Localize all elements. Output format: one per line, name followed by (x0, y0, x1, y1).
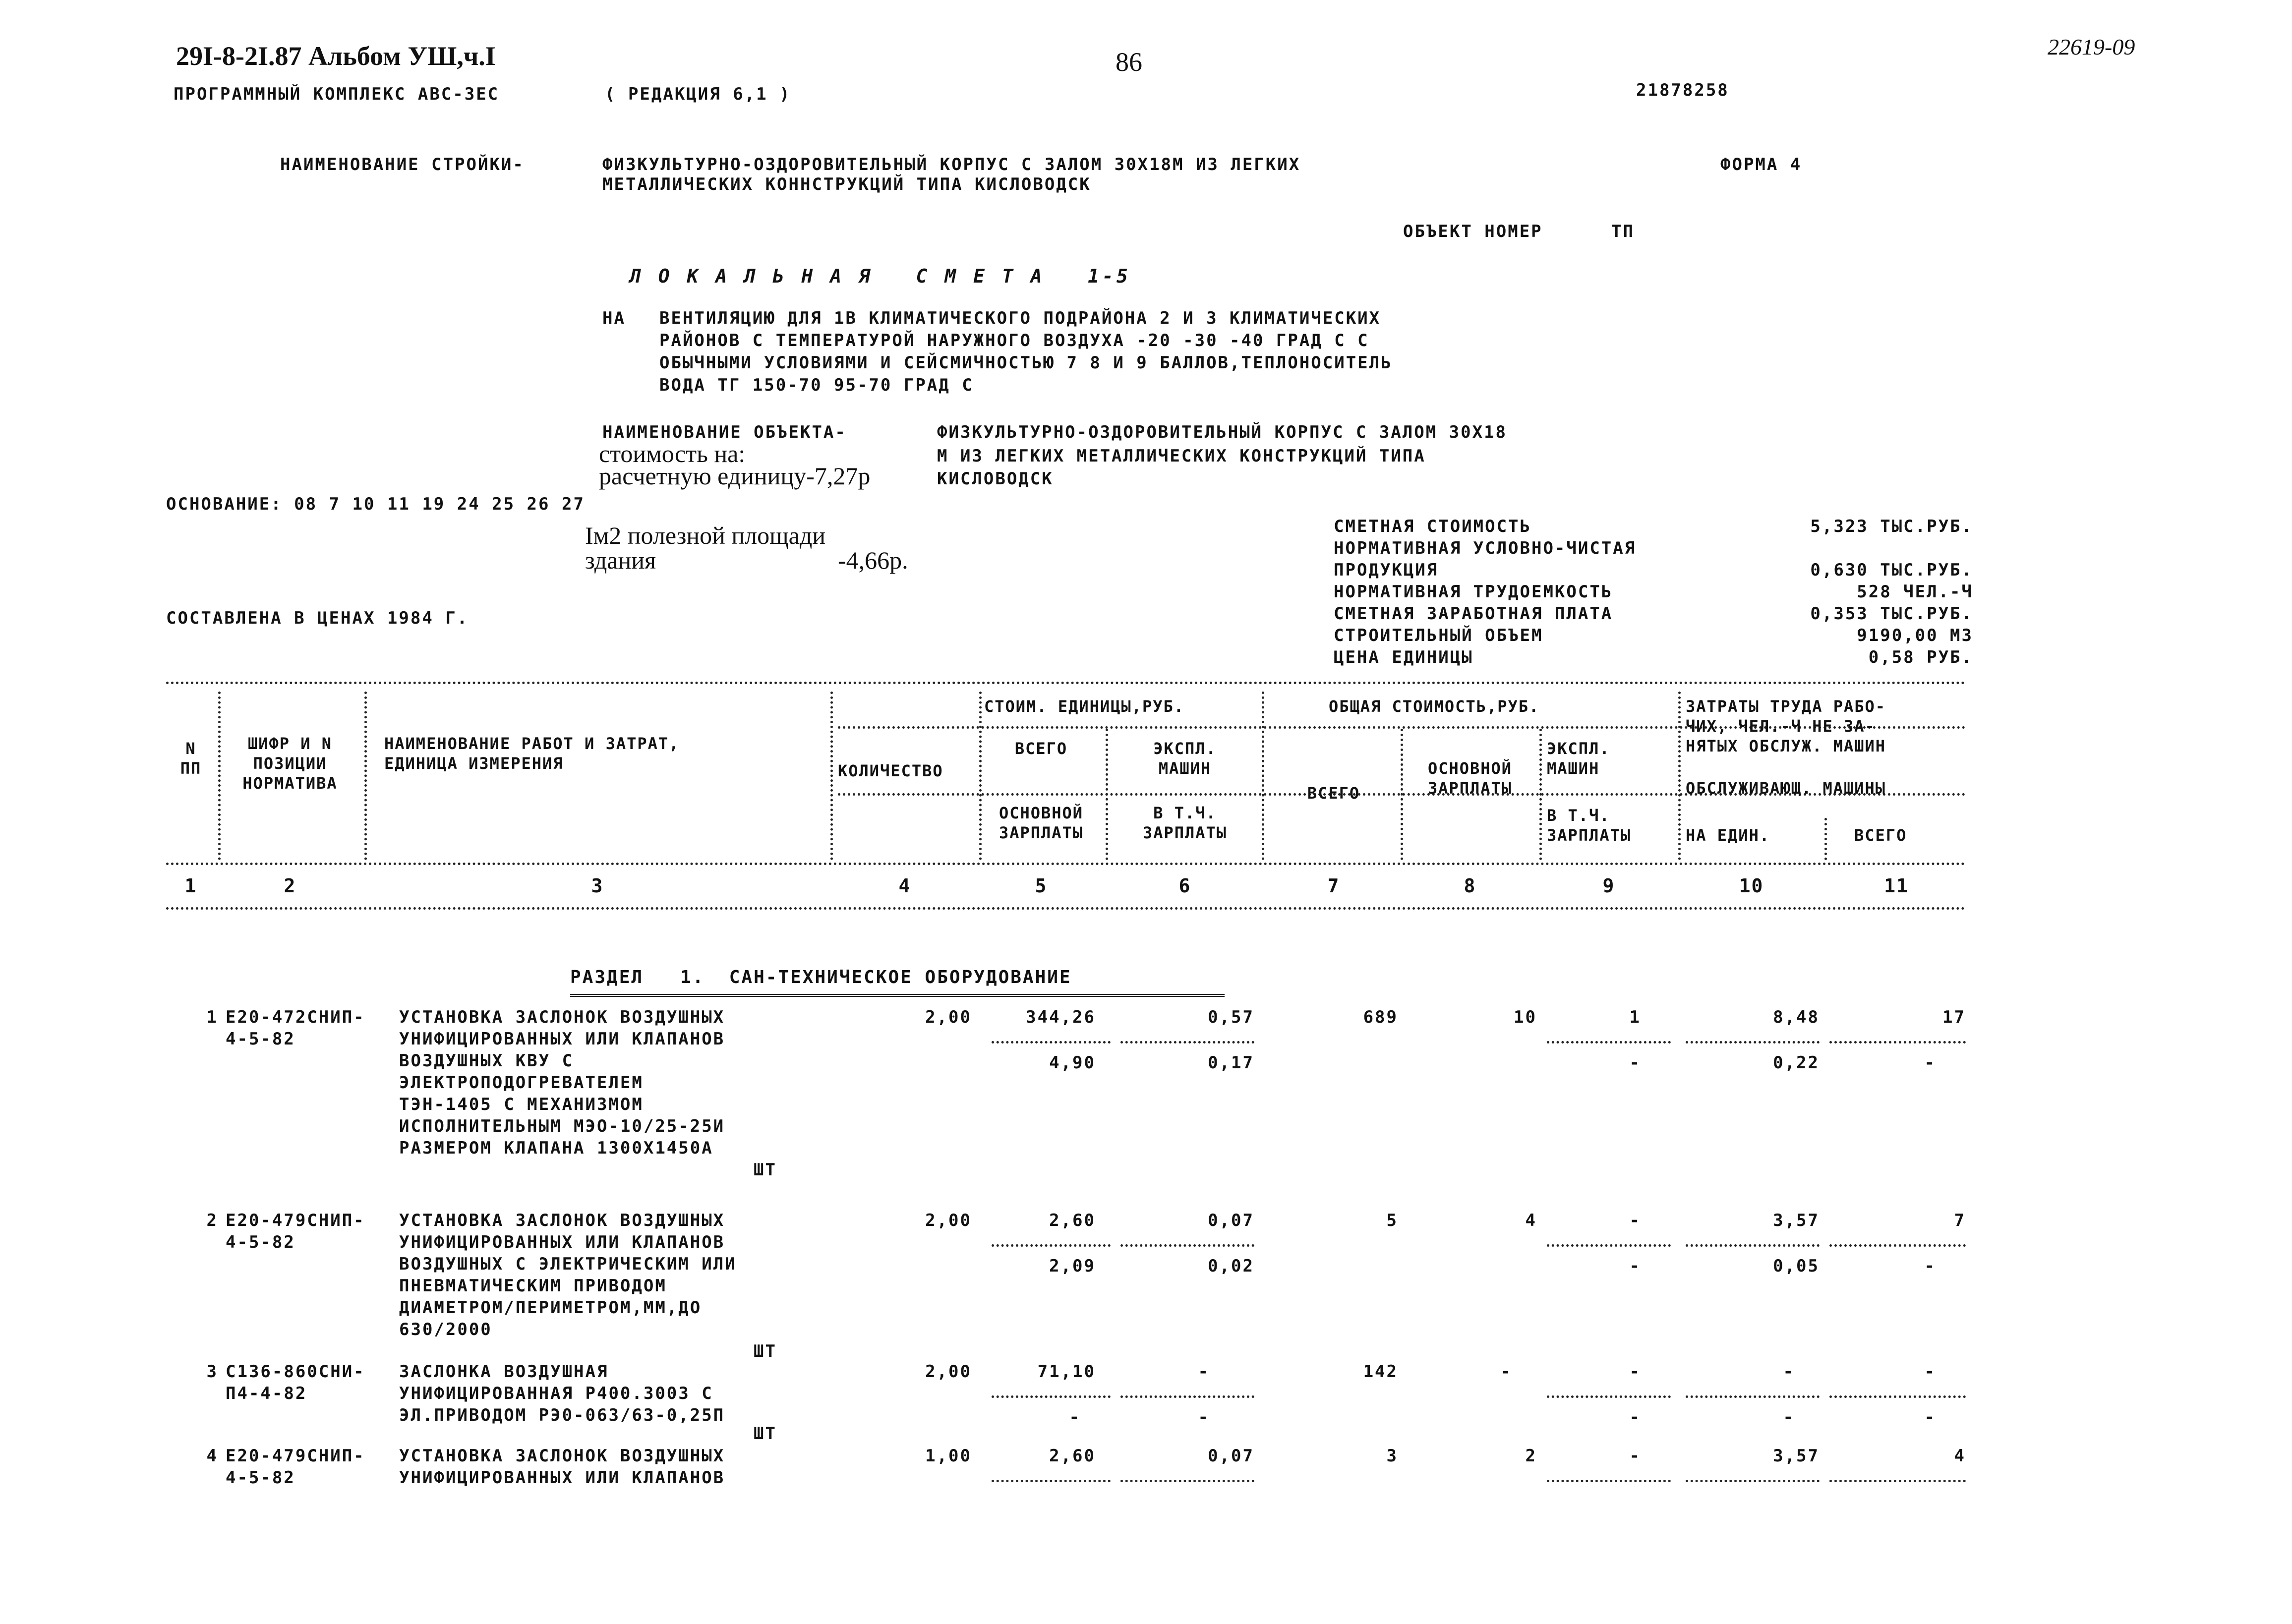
row-labor-unit-machines: - (1783, 1407, 1795, 1427)
summary-value: 5,323 ТЫС.РУБ. (1810, 517, 1973, 536)
object-number-value: ТП (1611, 222, 1635, 241)
subject-line-1: ВЕНТИЛЯЦИЮ ДЛЯ 1В КЛИМАТИЧЕСКОГО ПОДРАЙОНА 2 И 3 КЛИМАТИЧЕСКИХ (659, 308, 1381, 328)
row-description-first: УСТАНОВКА ЗАСЛОНОК ВОЗДУШНЫХ (399, 1211, 725, 1230)
object-name-line-3: КИСЛОВОДСК (937, 469, 1054, 489)
table-row (0, 1006, 2292, 1200)
subject-prefix: НА (602, 308, 626, 328)
col-header-9-top: ЭКСПЛ. МАШИН (1547, 739, 1610, 778)
row-description-first: УСТАНОВКА ЗАСЛОНОК ВОЗДУШНЫХ (399, 1446, 725, 1466)
cell-split-rule (1120, 1480, 1254, 1482)
row-unit-total: 2,60 (1049, 1446, 1096, 1466)
table-row (0, 1445, 2292, 1500)
row-unit-total: 71,10 (1037, 1362, 1096, 1382)
handwritten-area-line-2: здания (585, 546, 656, 574)
row-code-line-2: 4-5-82 (226, 1029, 295, 1049)
row-number: 2 (206, 1211, 218, 1230)
cell-split-rule (1120, 1244, 1254, 1247)
row-total-machine-wages: - (1629, 1256, 1641, 1276)
column-divider (1824, 818, 1827, 860)
object-name-line-1: ФИЗКУЛЬТУРНО-ОЗДОРОВИТЕЛЬНЫЙ КОРПУС С ЗАЛОМ 30Х18 (937, 422, 1508, 442)
summary-label: СТРОИТЕЛЬНЫЙ ОБЪЕМ (1334, 626, 1543, 645)
col-header-6-top: ЭКСПЛ. МАШИН (1153, 739, 1217, 778)
row-description: ИСПОЛНИТЕЛЬНЫМ МЭО-10/25-25И (399, 1116, 725, 1136)
row-labor-total: 17 (1942, 1007, 1966, 1027)
summary-value: 0,353 ТЫС.РУБ. (1810, 604, 1973, 624)
col-header-7: ВСЕГО (1307, 784, 1360, 803)
row-unit-total: 344,26 (1026, 1007, 1096, 1027)
table-row (0, 1210, 2292, 1368)
cell-split-rule (992, 1041, 1111, 1044)
row-labor-unit: 8,48 (1773, 1007, 1820, 1027)
row-description: 630/2000 (399, 1320, 492, 1339)
row-description: ТЭН-1405 С МЕХАНИЗМОМ (399, 1095, 644, 1114)
row-number: 1 (206, 1007, 218, 1027)
row-total-wages: 2 (1525, 1446, 1537, 1466)
column-number: 10 (1739, 875, 1764, 897)
row-unit-machine-wages: - (1198, 1407, 1210, 1427)
col-header-quantity: КОЛИЧЕСТВО (838, 761, 943, 780)
table-top-rule (166, 682, 1966, 684)
summary-label: НОРМАТИВНАЯ ТРУДОЕМКОСТЬ (1334, 582, 1613, 602)
column-divider (979, 692, 982, 860)
row-quantity: 2,00 (925, 1211, 972, 1230)
page-number: 86 (1116, 47, 1142, 77)
row-unit-machines: - (1198, 1362, 1210, 1382)
row-code-line-1: Е20-479СНИП- (226, 1211, 365, 1230)
row-description: ВОЗДУШНЫХ КВУ С (399, 1051, 574, 1071)
row-total-wages: 10 (1514, 1007, 1537, 1027)
row-labor-total: - (1924, 1362, 1936, 1382)
cell-split-rule (1686, 1244, 1820, 1247)
cell-split-rule (1829, 1395, 1966, 1398)
col-header-5-top: ВСЕГО (1014, 739, 1068, 758)
cell-split-rule (1547, 1395, 1671, 1398)
cell-split-rule (1686, 1041, 1820, 1044)
row-description-first: ЗАСЛОНКА ВОЗДУШНАЯ (399, 1362, 609, 1382)
row-description: РАЗМЕРОМ КЛАПАНА 1300Х1450А (399, 1138, 713, 1158)
summary-value: 0,58 РУБ. (1868, 647, 1973, 667)
column-divider (1106, 729, 1108, 860)
summary-label: ПРОДУКЦИЯ (1334, 560, 1439, 580)
estimate-title: Л О К А Л Ь Н А Я С М Е Т А 1-5 (630, 265, 1131, 287)
object-name-line-2: М ИЗ ЛЕГКИХ МЕТАЛЛИЧЕСКИХ КОНСТРУКЦИЙ ТИПА (937, 446, 1426, 466)
form-label: ФОРМА 4 (1720, 155, 1802, 174)
col-header-n: N ПП (180, 739, 202, 778)
cell-split-rule (1829, 1480, 1966, 1482)
row-labor-unit: 3,57 (1773, 1446, 1820, 1466)
row-labor-total: 4 (1954, 1446, 1966, 1466)
table-row (0, 1361, 2292, 1444)
summary-value: 0,630 ТЫС.РУБ. (1810, 560, 1973, 580)
row-total-machines: - (1629, 1211, 1641, 1230)
col-header-description: НАИМЕНОВАНИЕ РАБОТ И ЗАТРАТ, ЕДИНИЦА ИЗМЕРЕНИЯ (384, 734, 680, 773)
summary-label: СМЕТНАЯ ЗАРАБОТНАЯ ПЛАТА (1334, 604, 1613, 624)
handwritten-area-value: -4,66р. (838, 546, 908, 574)
summary-label: СМЕТНАЯ СТОИМОСТЬ (1334, 517, 1531, 536)
row-unit-machine-wages: 0,02 (1208, 1256, 1254, 1276)
row-quantity: 2,00 (925, 1362, 972, 1382)
object-name-label: НАИМЕНОВАНИЕ ОБЪЕКТА- (602, 422, 847, 442)
row-quantity: 2,00 (925, 1007, 972, 1027)
row-code-line-2: 4-5-82 (226, 1232, 295, 1252)
row-code-line-1: Е20-472СНИП- (226, 1007, 365, 1027)
row-unit: ШТ (754, 1160, 777, 1180)
cell-split-rule (1547, 1480, 1671, 1482)
cell-split-rule (1120, 1041, 1254, 1044)
row-total-machine-wages: - (1629, 1053, 1641, 1073)
row-code-line-2: 4-5-82 (226, 1468, 295, 1488)
summary-block (1334, 516, 1973, 667)
row-unit-machines: 0,07 (1208, 1446, 1254, 1466)
prices-year: СОСТАВЛЕНА В ЦЕНАХ 1984 Г. (166, 608, 469, 628)
column-numbers-rule (166, 907, 1966, 910)
row-code-line-1: С136-860СНИ- (226, 1362, 365, 1382)
row-labor-total-machines: - (1924, 1256, 1936, 1276)
column-number: 11 (1884, 875, 1909, 897)
construction-line-1: ФИЗКУЛЬТУРНО-ОЗДОРОВИТЕЛЬНЫЙ КОРПУС С ЗАЛОМ 30Х18М ИЗ ЛЕГКИХ (602, 155, 1301, 174)
stamp-number: 22619-09 (2048, 34, 2135, 59)
cell-split-rule (992, 1395, 1111, 1398)
summary-value: 9190,00 М3 (1857, 626, 1973, 645)
cell-split-rule (1686, 1395, 1820, 1398)
col-header-10: НА ЕДИН. (1686, 826, 1770, 845)
program-complex: ПРОГРАММНЫЙ КОМПЛЕКС АВС-3ЕС (174, 84, 500, 104)
column-number: 6 (1178, 875, 1191, 897)
row-labor-total: 7 (1954, 1211, 1966, 1230)
column-number: 8 (1464, 875, 1476, 897)
column-number: 7 (1327, 875, 1340, 897)
row-unit-wages: 2,09 (1049, 1256, 1096, 1276)
column-number: 1 (184, 875, 197, 897)
cell-split-rule (1829, 1041, 1966, 1044)
row-unit-wages: - (1069, 1407, 1081, 1427)
row-description: ДИАМЕТРОМ/ПЕРИМЕТРОМ,ММ,ДО (399, 1298, 702, 1318)
row-labor-total-machines: - (1924, 1053, 1936, 1073)
section-underline (570, 994, 1225, 997)
row-description-first: УСТАНОВКА ЗАСЛОНОК ВОЗДУШНЫХ (399, 1007, 725, 1027)
basis-line: ОСНОВАНИЕ: 08 7 10 11 19 24 25 26 27 (166, 494, 585, 514)
row-labor-unit-machines: 0,05 (1773, 1256, 1820, 1276)
construction-line-2: МЕТАЛЛИЧЕСКИХ КОННСТРУКЦИЙ ТИПА КИСЛОВОДСК (602, 174, 1091, 194)
row-total: 5 (1386, 1211, 1398, 1230)
construction-label: НАИМЕНОВАНИЕ СТРОЙКИ- (280, 155, 525, 174)
col-header-total-group: ОБЩАЯ СТОИМОСТЬ,РУБ. (1329, 697, 1540, 716)
subject-line-3: ОБЫЧНЫМИ УСЛОВИЯМИ И СЕЙСМИЧНОСТЬЮ 7 8 И 9 БАЛЛОВ,ТЕПЛОНОСИТЕЛЬ (659, 353, 1393, 373)
col-header-labor-sub: ОБСЛУЖИВАЮЩ. МАШИНЫ (1686, 779, 1886, 798)
cell-split-rule (1120, 1395, 1254, 1398)
cell-split-rule (1547, 1041, 1671, 1044)
summary-label: ЦЕНА ЕДИНИЦЫ (1334, 647, 1473, 667)
column-divider (1678, 692, 1681, 860)
row-code-line-1: Е20-479СНИП- (226, 1446, 365, 1466)
row-labor-unit: 3,57 (1773, 1211, 1820, 1230)
row-unit-machine-wages: 0,17 (1208, 1053, 1254, 1073)
row-description: ЭЛЕКТРОПОДОГРЕВАТЕЛЕМ (399, 1073, 644, 1093)
row-code-line-2: П4-4-82 (226, 1384, 307, 1403)
header-bottom-rule (166, 863, 1966, 865)
row-description: ПНЕВМАТИЧЕСКИМ ПРИВОДОМ (399, 1276, 667, 1296)
cell-split-rule (992, 1244, 1111, 1247)
cell-split-rule (1829, 1244, 1966, 1247)
column-number: 2 (284, 875, 296, 897)
col-header-labor-group: ЗАТРАТЫ ТРУДА РАБО- ЧИХ, ЧЕЛ.-Ч НЕ ЗА- НЯТЫХ ОБСЛУЖ. МАШИН (1686, 697, 1886, 755)
cell-split-rule (1547, 1244, 1671, 1247)
row-total-machines: - (1629, 1446, 1641, 1466)
col-header-unit-cost-group: СТОИМ. ЕДИНИЦЫ,РУБ. (984, 697, 1185, 716)
row-unit-machines: 0,57 (1208, 1007, 1254, 1027)
handwritten-area-line-1: Iм2 полезной площади (585, 522, 826, 549)
object-number-label: ОБЪЕКТ НОМЕР (1403, 222, 1543, 241)
row-unit-wages: 4,90 (1049, 1053, 1096, 1073)
row-description: ВОЗДУШНЫХ С ЭЛЕКТРИЧЕСКИМ ИЛИ (399, 1254, 737, 1274)
row-number: 3 (206, 1362, 218, 1382)
column-divider (364, 692, 367, 860)
section-title: РАЗДЕЛ 1. САН-ТЕХНИЧЕСКОЕ ОБОРУДОВАНИЕ (570, 967, 1072, 987)
col-header-8: ОСНОВНОЙ ЗАРПЛАТЫ (1427, 759, 1513, 798)
document-code: 21878258 (1636, 80, 1729, 100)
handwritten-unit-cost: расчетную единицу-7,27р (599, 462, 871, 490)
row-number: 4 (206, 1446, 218, 1466)
col-header-5-bottom: ОСНОВНОЙ ЗАРПЛАТЫ (999, 804, 1084, 842)
column-divider (830, 692, 833, 860)
album-reference: 29I-8-2I.87 Альбом УШ,ч.I (176, 41, 496, 71)
row-unit: ШТ (754, 1424, 777, 1444)
row-labor-unit: - (1783, 1362, 1795, 1382)
summary-value: 528 ЧЕЛ.-Ч (1857, 582, 1973, 602)
edition-label: ( РЕДАКЦИЯ 6,1 ) (605, 84, 791, 104)
row-quantity: 1,00 (925, 1446, 972, 1466)
row-total-machines: 1 (1629, 1007, 1641, 1027)
column-number: 5 (1035, 875, 1048, 897)
row-total-wages: - (1500, 1362, 1512, 1382)
row-total: 689 (1363, 1007, 1398, 1027)
row-total: 142 (1363, 1362, 1398, 1382)
row-description: УНИФИЦИРОВАННАЯ Р400.3003 С (399, 1384, 713, 1403)
row-labor-total-machines: - (1924, 1407, 1936, 1427)
row-unit: ШТ (754, 1341, 777, 1361)
cell-split-rule (992, 1480, 1111, 1482)
column-divider (1539, 729, 1542, 860)
cell-split-rule (1686, 1480, 1820, 1482)
row-description: УНИФИЦИРОВАННЫХ ИЛИ КЛАПАНОВ (399, 1029, 725, 1049)
summary-label: НОРМАТИВНАЯ УСЛОВНО-ЧИСТАЯ (1334, 538, 1637, 558)
column-divider (1401, 729, 1403, 860)
row-unit-total: 2,60 (1049, 1211, 1096, 1230)
subject-line-4: ВОДА ТГ 150-70 95-70 ГРАД С (659, 375, 974, 395)
column-number: 9 (1602, 875, 1615, 897)
row-description: УНИФИЦИРОВАННЫХ ИЛИ КЛАПАНОВ (399, 1468, 725, 1488)
row-total-machines: - (1629, 1362, 1641, 1382)
row-description: ЭЛ.ПРИВОДОМ РЭ0-063/63-0,25П (399, 1405, 725, 1425)
column-divider (218, 692, 221, 860)
col-header-9-bottom: В Т.Ч. ЗАРПЛАТЫ (1547, 806, 1632, 845)
row-description: УНИФИЦИРОВАННЫХ ИЛИ КЛАПАНОВ (399, 1232, 725, 1252)
col-header-6-bottom: В Т.Ч. ЗАРПЛАТЫ (1142, 804, 1228, 842)
column-number: 3 (591, 875, 604, 897)
column-number: 4 (898, 875, 911, 897)
subject-line-2: РАЙОНОВ С ТЕМПЕРАТУРОЙ НАРУЖНОГО ВОЗДУХА -20 -30 -40 ГРАД С С (659, 331, 1369, 350)
col-header-code: ШИФР И N ПОЗИЦИИ НОРМАТИВА (242, 734, 338, 793)
row-total: 3 (1386, 1446, 1398, 1466)
column-divider (1262, 692, 1264, 860)
row-labor-unit-machines: 0,22 (1773, 1053, 1820, 1073)
row-unit-machines: 0,07 (1208, 1211, 1254, 1230)
row-total-machine-wages: - (1629, 1407, 1641, 1427)
row-total-wages: 4 (1525, 1211, 1537, 1230)
col-header-11: ВСЕГО (1854, 826, 1907, 845)
handwritten-cost-label: стоимость на: (599, 440, 746, 467)
